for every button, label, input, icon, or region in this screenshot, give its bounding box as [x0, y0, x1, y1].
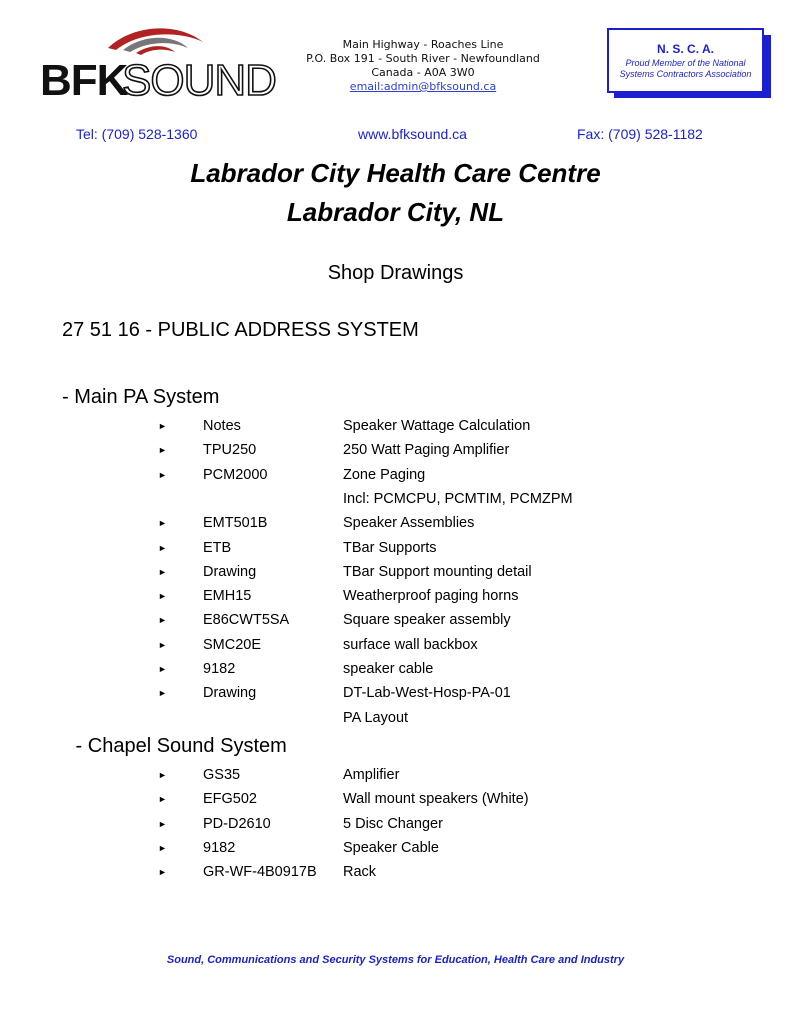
- bullet-icon: ►: [158, 770, 167, 780]
- address-line-2: P.O. Box 191 - South River - Newfoundland: [306, 52, 540, 65]
- item-description: 250 Watt Paging Amplifier: [343, 442, 510, 459]
- item-code: 9182: [203, 839, 236, 856]
- list-item: [0, 637, 791, 659]
- bullet-icon: ►: [158, 445, 167, 456]
- logo-brand-outline: SOUND: [122, 56, 276, 105]
- item-code: GS35: [203, 767, 241, 783]
- list-item: [0, 685, 791, 707]
- item-code: GR-WF-4B0917B: [203, 864, 317, 881]
- nsca-tagline-2: Systems Contractors Association: [619, 69, 752, 79]
- group-heading-chapel-sound: - Chapel Sound System: [70, 735, 287, 757]
- list-item: [0, 588, 791, 610]
- list-item: [0, 791, 791, 813]
- item-description: DT-Lab-West-Hosp-PA-01: [343, 685, 511, 702]
- bullet-icon: ►: [158, 867, 167, 878]
- footer-tagline: Sound, Communications and Security Systems for Education, Health Care and Industry: [166, 954, 625, 966]
- section-heading: 27 51 16 - PUBLIC ADDRESS SYSTEM: [62, 319, 419, 341]
- document-subtitle: Shop Drawings: [327, 262, 464, 284]
- item-description: Speaker Assemblies: [343, 515, 475, 532]
- item-code: EMH15: [203, 588, 252, 605]
- website-link[interactable]: www.bfksound.ca: [358, 126, 467, 142]
- item-code: 9182: [203, 661, 236, 677]
- list-item: [0, 467, 791, 489]
- bullet-icon: ►: [158, 664, 167, 674]
- list-item-continuation: [0, 710, 791, 732]
- address-line-3: Canada - A0A 3W0: [371, 66, 475, 79]
- bullet-icon: ►: [158, 421, 167, 431]
- project-location: Labrador City, NL: [286, 197, 505, 227]
- address-line-1: Main Highway - Roaches Line: [342, 38, 504, 51]
- email-link[interactable]: email:admin@bfksound.ca: [349, 80, 497, 93]
- nsca-title: N. S. C. A.: [657, 42, 714, 56]
- item-code: E86CWT5SA: [203, 612, 290, 629]
- item-description: Amplifier: [343, 767, 400, 783]
- item-code: PCM2000: [203, 466, 268, 483]
- item-description: Rack: [343, 864, 377, 881]
- bullet-icon: ►: [158, 591, 167, 602]
- bullet-icon: ►: [158, 518, 167, 529]
- item-description: TBar Supports: [343, 539, 437, 556]
- bullet-icon: ►: [158, 818, 167, 829]
- item-description: Wall mount speakers (White): [343, 791, 529, 808]
- list-item: [0, 767, 791, 789]
- item-code: TPU250: [203, 442, 257, 459]
- item-code: SMC20E: [203, 636, 262, 653]
- bullet-icon: ►: [158, 542, 167, 553]
- nsca-badge: [607, 28, 764, 93]
- bullet-icon: ►: [158, 469, 167, 480]
- item-description: Speaker Wattage Calculation: [343, 418, 531, 434]
- item-code: Drawing: [203, 563, 257, 580]
- item-description: 5 Disc Changer: [343, 815, 443, 832]
- list-item: [0, 661, 791, 683]
- list-item-continuation: [0, 491, 791, 513]
- list-item: [0, 840, 791, 862]
- item-code: PD-D2610: [203, 815, 271, 832]
- list-item: [0, 515, 791, 537]
- item-description-line-2: PA Layout: [343, 709, 409, 726]
- list-item: [0, 418, 791, 440]
- project-title: Labrador City Health Care Centre: [190, 158, 601, 188]
- list-item: [0, 816, 791, 838]
- item-description: Speaker Cable: [343, 839, 439, 856]
- item-description: Zone Paging: [343, 466, 426, 483]
- item-description: TBar Support mounting detail: [343, 563, 532, 580]
- bullet-icon: ►: [158, 566, 167, 577]
- list-item: [0, 612, 791, 634]
- bfk-sound-logo: [38, 20, 276, 105]
- bullet-icon: ►: [158, 794, 167, 805]
- item-code: Drawing: [203, 685, 257, 702]
- list-item: [0, 540, 791, 562]
- item-code: EMT501B: [203, 515, 268, 532]
- nsca-tagline-1: Proud Member of the National: [625, 58, 746, 68]
- item-description: Weatherproof paging horns: [343, 588, 519, 605]
- fax: Fax: (709) 528-1182: [577, 126, 703, 142]
- item-code: EFG502: [203, 791, 257, 808]
- company-address: [278, 38, 568, 94]
- item-description: Square speaker assembly: [343, 612, 511, 629]
- item-description: surface wall backbox: [343, 636, 478, 653]
- logo-brand-bold: BFK: [40, 56, 128, 105]
- telephone: Tel: (709) 528-1360: [76, 126, 198, 142]
- item-code: ETB: [203, 539, 232, 556]
- list-item: [0, 564, 791, 586]
- bullet-icon: ►: [158, 688, 167, 699]
- item-description-line-2: Incl: PCMCPU, PCMTIM, PCMZPM: [343, 490, 573, 507]
- bullet-icon: ►: [158, 615, 167, 626]
- bullet-icon: ►: [158, 639, 167, 650]
- list-item: [0, 864, 791, 886]
- item-code: Notes: [203, 418, 241, 434]
- group-heading-main-pa: - Main PA System: [62, 386, 220, 408]
- logo-graphic: [38, 20, 276, 105]
- item-description: speaker cable: [343, 661, 434, 677]
- bullet-icon: ►: [158, 842, 167, 853]
- list-item: [0, 442, 791, 464]
